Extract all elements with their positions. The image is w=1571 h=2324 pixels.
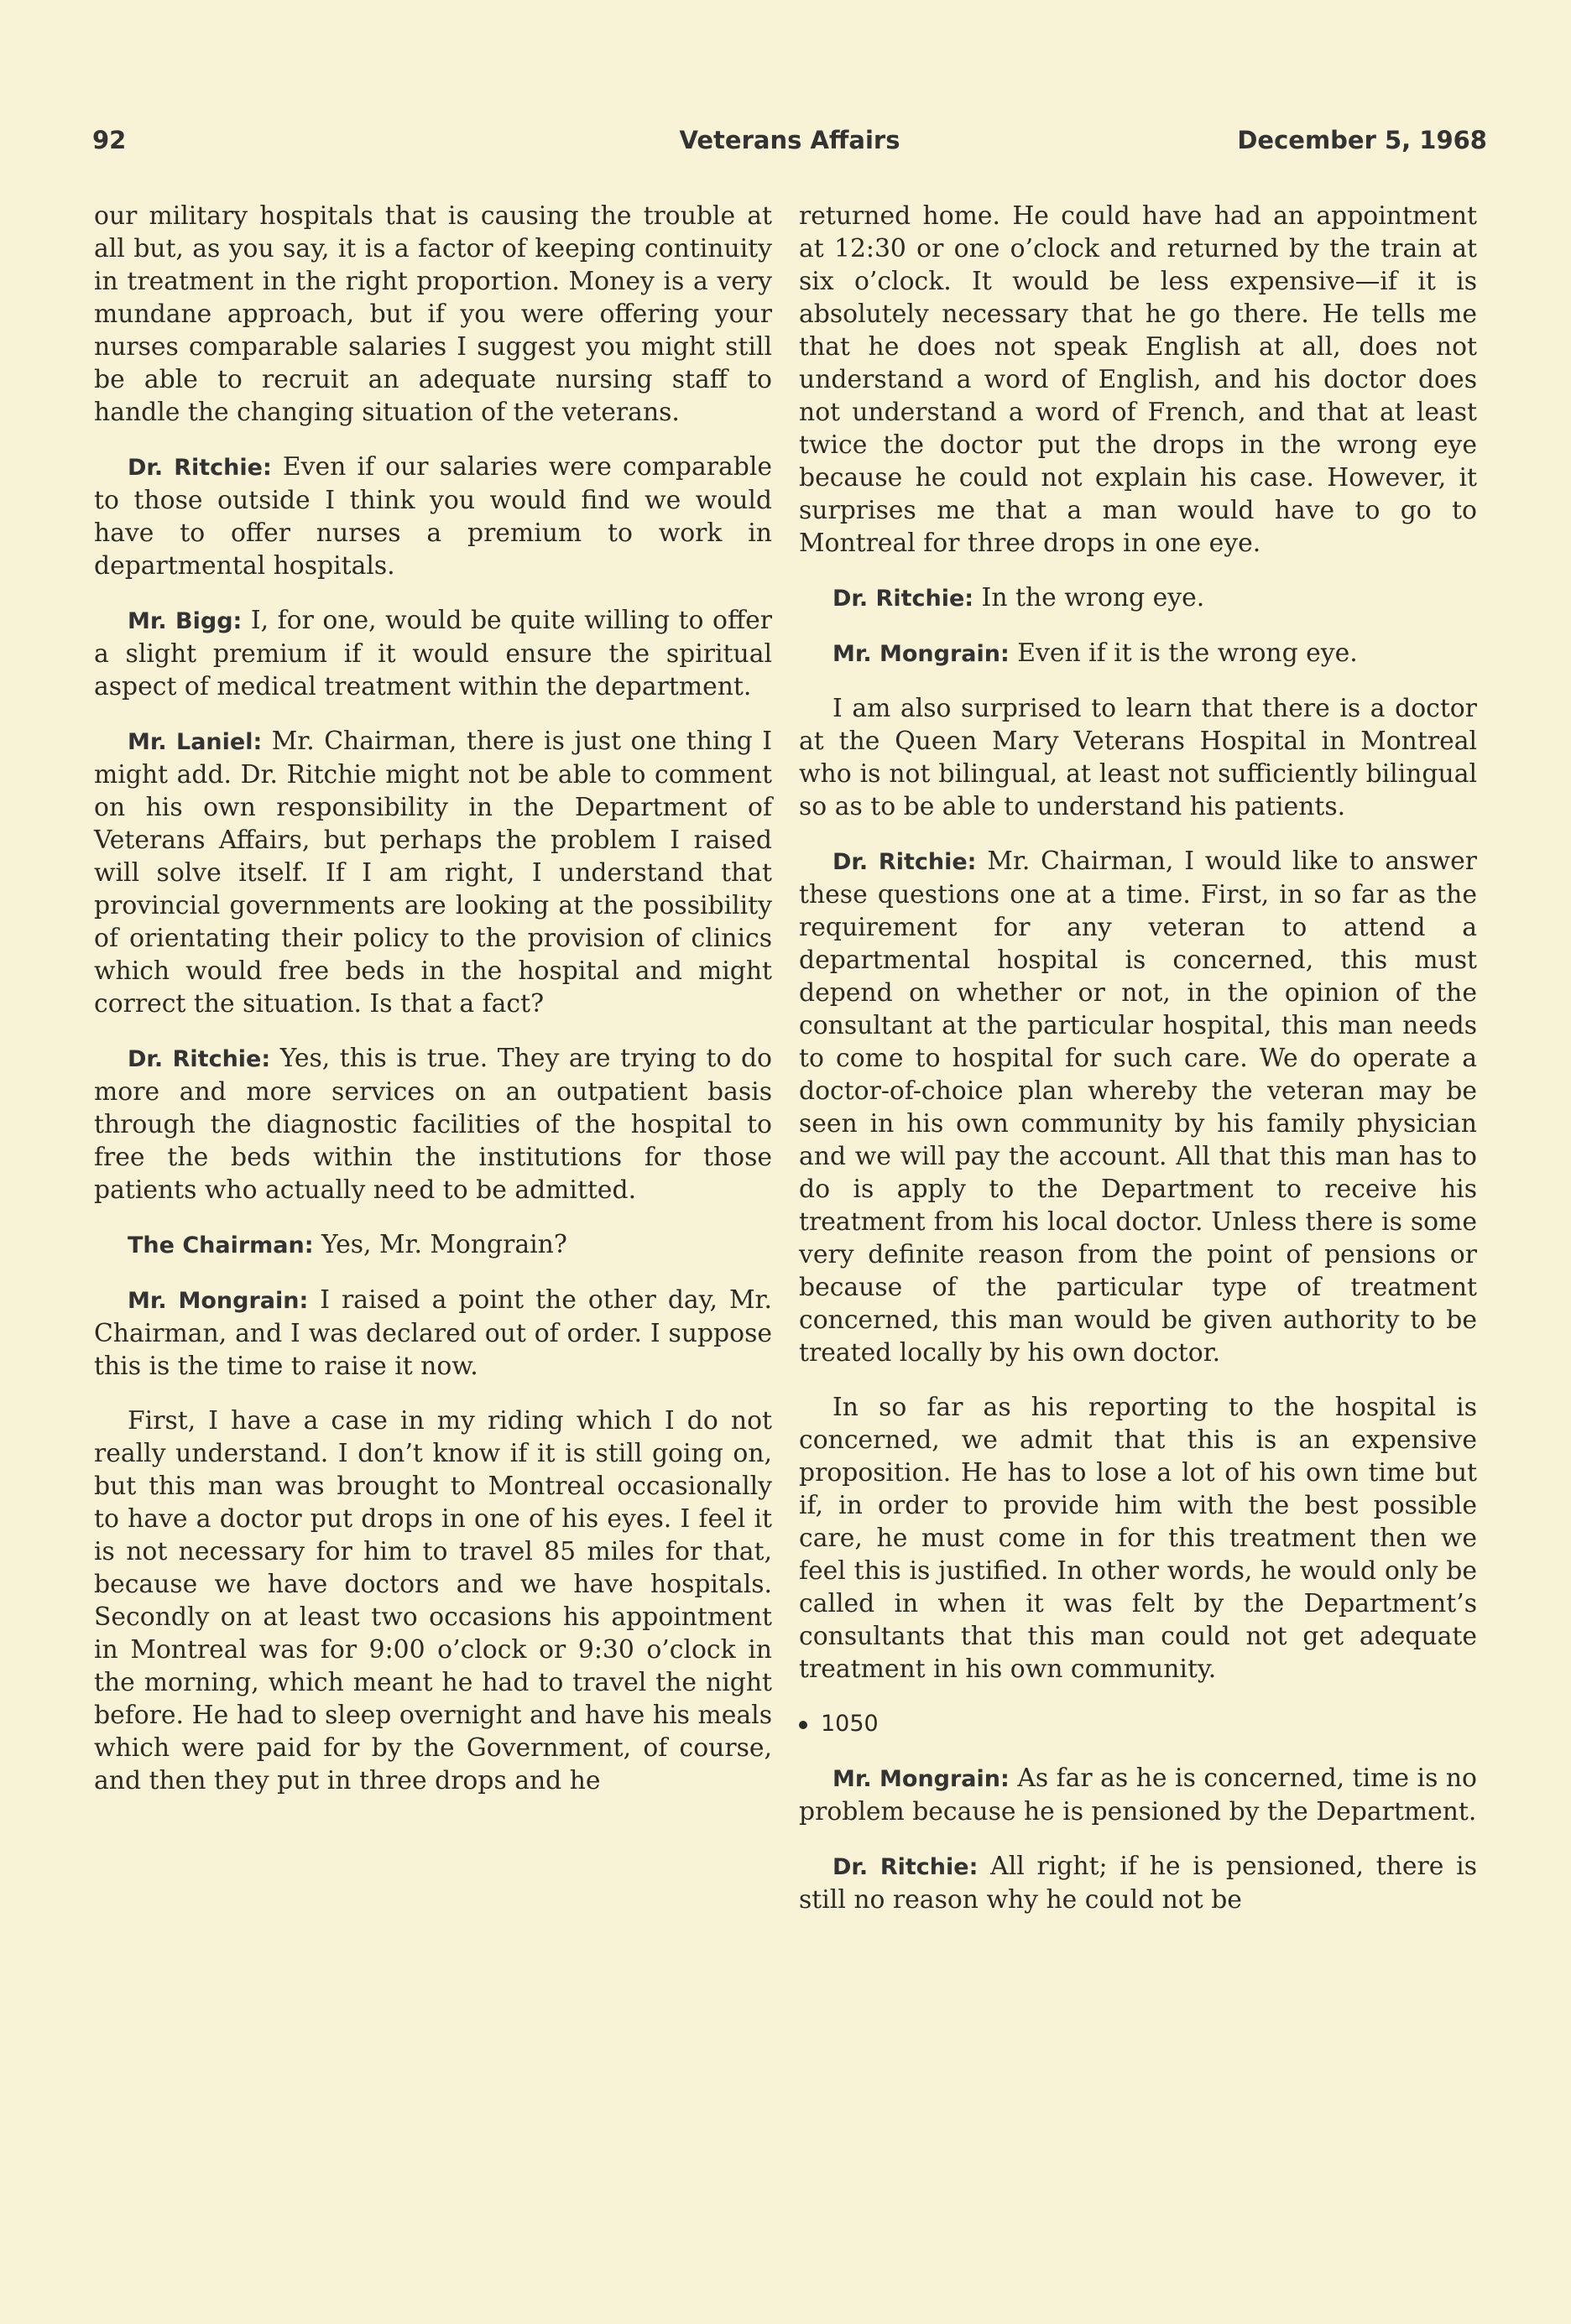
speaker-name: Mr. Bigg:	[128, 608, 243, 634]
paragraph	[94, 1228, 772, 1262]
speech-text: I, for one, would be quite willing to offer a slight premium if it would ensure the spiritual aspect of medical treatment within the department.	[94, 606, 772, 701]
speech-text: Mr. Chairman, there is just one thing I might add. Dr. Ritchie might not be able to comment on his own responsibility in the Department of Veterans Affairs, but perhaps the problem I raised will solve itself. If I am right, I understand that provincial governments are looking at the possibility of orientating their policy to the provision of clinics which would free beds in the hospital and might correct the situation. Is that a fact?	[94, 727, 772, 1019]
speaker-name: Dr. Ritchie:	[128, 1046, 271, 1072]
speaker-name: Mr. Mongrain:	[128, 1288, 309, 1314]
speech-text: Yes, Mr. Mongrain?	[313, 1230, 567, 1259]
paragraph	[94, 725, 772, 1020]
paragraph: First, I have a case in my riding which I do not really understand. I don’t know if it is still going on, but this man was brought to Montreal occasionally to have a doctor put drops in one of his eyes. I feel it is not necessary for him to travel 85 miles for that, because we have doctors and we have hospitals. Secondly on at least two occasions his appointment in Montreal was for 9:00 o’clock or 9:30 o’clock in the morning, which meant he had to travel the night before. He had to sleep overnight and have his meals which were paid for by the Government, of course, and then they put in three drops and he	[94, 1406, 772, 1795]
speaker-name: Dr. Ritchie:	[832, 586, 974, 612]
paragraph	[94, 604, 772, 703]
speaker-name: The Chairman:	[128, 1232, 314, 1258]
speaker-name: Mr. Laniel:	[128, 729, 263, 755]
page-header	[92, 126, 1487, 163]
paragraph: In so far as his reporting to the hospital is concerned, we admit that this is an expensive proposition. He has to lose a lot of his own time but if, in order to provide him with the best possible care, he must come in for this treatment then we feel this is justified. In other words, he would only be called in when it was felt by the Department’s consultants that this man could not get adequate treatment in his own community.	[799, 1393, 1477, 1684]
speech-text: As far as he is concerned, time is no problem because he is pensioned by the Department.	[799, 1764, 1477, 1826]
paragraph	[799, 845, 1477, 1369]
paragraph	[94, 1042, 772, 1206]
paragraph: our military hospitals that is causing the trouble at all but, as you say, it is a factor of keeping continuity in treatment in the right proportion. Money is a very mundane approach, but if you were offering your nurses comparable salaries I suggest you might still be able to recruit an adequate nursing staff to handle the changing situation of the veterans.	[94, 201, 772, 427]
paragraph	[799, 1850, 1477, 1916]
speech-text: All right; if he is pensioned, there is still no reason why he could not be	[799, 1852, 1477, 1915]
speaker-name: Dr. Ritchie:	[128, 455, 272, 481]
running-title: Veterans Affairs	[679, 126, 900, 154]
speech-text: I raised a point the other day, Mr. Chairman, and I was declared out of order. I suppose this is the time to raise it now.	[94, 1285, 772, 1381]
paragraph	[799, 581, 1477, 615]
paragraph	[94, 451, 772, 582]
speaker-name: Mr. Mongrain:	[832, 1766, 1010, 1792]
speech-text: Mr. Chairman, I would like to answer these questions one at a time. First, in so far as the requirement for any veteran to attend a departmental hospital is concerned, this must depend on whether or not, in the opinion of the consultant at the particular hospital, this man needs to come to hospital for such care. We do operate a doctor-of-choice plan whereby the veteran may be seen in his own community by his family physician and we will pay the account. All that this man has to do is apply to the Department to receive his treatment from his local doctor. Unless there is some very definite reason from the point of pensions or because of the particular type of treatment concerned, this man would be given authority to be treated locally by his own doctor.	[799, 847, 1478, 1368]
speech-text: Even if it is the wrong eye.	[1009, 638, 1358, 668]
speaker-name: Dr. Ritchie:	[832, 849, 977, 875]
time-marker	[799, 1707, 1477, 1740]
bullet-icon	[799, 1721, 807, 1729]
speech-text: In the wrong eye.	[973, 583, 1205, 612]
paragraph: returned home. He could have had an appointment at 12:30 or one o’clock and returned by the train at six o’clock. It would be less expensive—if it is absolutely necessary that he go there. He tells me that he does not speak English at all, does not understand a word of English, and his doctor does not understand a word of French, and that at least twice the doctor put the drops in the wrong eye because he could not explain his case. However, it surprises me that a man would have to go to Montreal for three drops in one eye.	[799, 201, 1477, 558]
header-date: December 5, 1968	[1237, 126, 1487, 154]
speech-text: Yes, this is true. They are trying to do more and more services on an outpatient basis through the diagnostic facilities of the hospital to free the beds within the institutions for those patients who actually need to be admitted.	[94, 1044, 772, 1205]
time-marker-label: 1050	[821, 1711, 879, 1737]
speaker-name: Dr. Ritchie:	[832, 1854, 979, 1880]
paragraph	[94, 1284, 772, 1383]
paragraph	[799, 1762, 1477, 1828]
left-column	[94, 200, 772, 1819]
right-column	[799, 200, 1477, 1938]
paragraph	[799, 637, 1477, 670]
speech-text: Even if our salaries were comparable to those outside I think you would find we would have to offer nurses a premium to work in departmental hospitals.	[94, 452, 773, 581]
speaker-name: Mr. Mongrain:	[832, 641, 1010, 667]
paragraph: I am also surprised to learn that there is a doctor at the Queen Mary Veterans Hospital in Montreal who is not bilingual, at least not sufficiently bilingual so as to be able to understand his patients.	[799, 694, 1477, 821]
page-number: 92	[92, 126, 127, 154]
